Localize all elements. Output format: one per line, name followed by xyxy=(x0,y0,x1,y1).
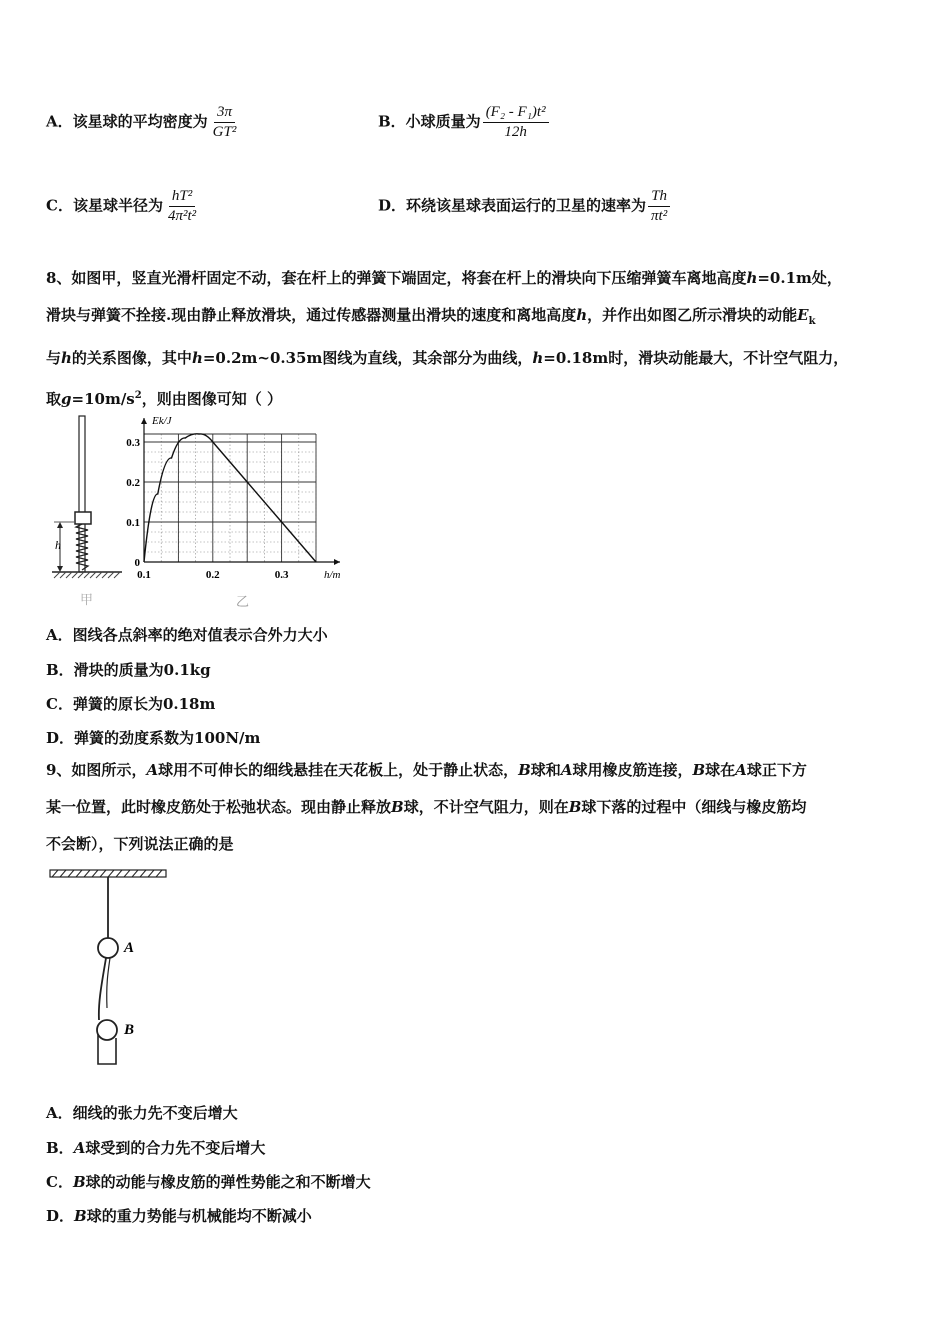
q8-option-d: D．弹簧的劲度系数为100N/m xyxy=(46,729,261,747)
rubber-band-right xyxy=(107,958,110,1008)
q8-option-b: B．滑块的质量为0.1kg xyxy=(46,661,211,679)
fraction-denominator: GT² xyxy=(212,124,237,140)
q7-option-a xyxy=(46,104,239,141)
ball-a xyxy=(98,938,118,958)
fraction-denominator: 12h xyxy=(504,124,527,140)
fraction-denominator: 4π²t² xyxy=(167,208,197,224)
y-tick-label: 0.3 xyxy=(126,437,140,449)
x-tick-label: 0.2 xyxy=(205,569,220,581)
q9-option-c: C．B球的动能与橡皮筋的弹性势能之和不断增大 xyxy=(46,1173,371,1191)
ball-a-label: A xyxy=(124,940,135,956)
chart-grid xyxy=(144,434,316,562)
rubber-band-left xyxy=(99,958,106,1020)
x-tick-label: 0.1 xyxy=(137,569,151,581)
q8-stem: 8、如图甲，竖直光滑杆固定不动，套在杆上的弹簧下端固定，将套在杆上的滑块向下压缩弹簧车离地高度h=0.1m处， 滑块与弹簧不拴接.现由静止释放滑块，通过传感器测量出滑块的速度和离地高度h，并作出如图乙所示滑块的动能$E_k$ 与h的关系图像，其中h=0.2m~0.35m图线为直线，其余部分为曲线，h=0.18m时，滑块动能最大，不计空气阻力， 取$g=10m/s^2$，则由图像可知（ ） xyxy=(46,269,849,408)
arrow-head-up xyxy=(57,522,63,528)
q7-option-d xyxy=(378,188,670,225)
q8-option-a: A．图线各点斜率的绝对值表示合外力大小 xyxy=(46,626,328,644)
fraction-numerator: (F₂ - F₁)t² xyxy=(483,104,549,123)
hanging-balls-figure xyxy=(46,862,176,1072)
q7-option-d-fraction xyxy=(648,188,670,225)
fraction-numerator: hT² xyxy=(169,188,195,207)
q9-option-a: A．细线的张力先不变后增大 xyxy=(46,1104,238,1122)
x-axis-arrow xyxy=(334,559,340,565)
q8-option-c: C．弹簧的原长为0.18m xyxy=(46,695,216,713)
q7-option-d-label: D．环绕该星球表面运行的卫星的速率为 xyxy=(378,196,647,215)
ball-b xyxy=(97,1020,117,1040)
q9-stem: 9、如图所示，A球用不可伸长的细线悬挂在天花板上，处于静止状态，B球和A球用橡皮筋连接，B球在A球正下方 某一位置，此时橡皮筋处于松弛状态。现由静止释放B球，不计空气阻力，则在B球下落的过程中（细线与橡皮筋均 不会断），下列说法正确的是 xyxy=(46,761,807,853)
q7-option-a-fraction xyxy=(210,104,240,141)
x-axis-label: h/m xyxy=(324,569,341,581)
y-tick-label: 0.1 xyxy=(126,517,140,529)
figure-b-caption: 乙 xyxy=(236,594,250,609)
height-label: h xyxy=(55,538,61,552)
fraction-denominator: πt² xyxy=(651,208,668,224)
q7-option-b-fraction xyxy=(483,104,549,141)
q7-option-c-label: C．该星球半径为 xyxy=(46,196,163,215)
q7-option-c-fraction xyxy=(165,188,199,225)
y-tick-label: 0.2 xyxy=(126,477,140,489)
y-axis-arrow xyxy=(141,418,147,424)
arrow-head-down xyxy=(57,566,63,572)
q9-option-d: D．B球的重力势能与机械能均不断减小 xyxy=(46,1207,312,1225)
chart-axes xyxy=(141,418,340,565)
ball-b-label: B xyxy=(124,1022,135,1038)
ek-h-chart xyxy=(118,410,358,610)
q7-option-b xyxy=(378,104,549,141)
fraction-numerator: 3π xyxy=(214,104,235,123)
q9-option-b: B．A球受到的合力先不变后增大 xyxy=(46,1139,266,1157)
q7-option-b-label: B．小球质量为 xyxy=(378,112,481,131)
q7-option-a-label: A．该星球的平均密度为 xyxy=(46,112,208,131)
ground-hatch xyxy=(54,572,120,578)
slider-block xyxy=(75,512,91,524)
figure-a-caption: 甲 xyxy=(80,592,94,607)
x-tick-label: 0.3 xyxy=(274,569,289,581)
q7-option-c xyxy=(46,188,199,225)
y-axis-label: Ek/J xyxy=(152,415,172,427)
fraction-numerator: Th xyxy=(648,188,670,207)
y-tick-label: 0 xyxy=(134,557,140,569)
